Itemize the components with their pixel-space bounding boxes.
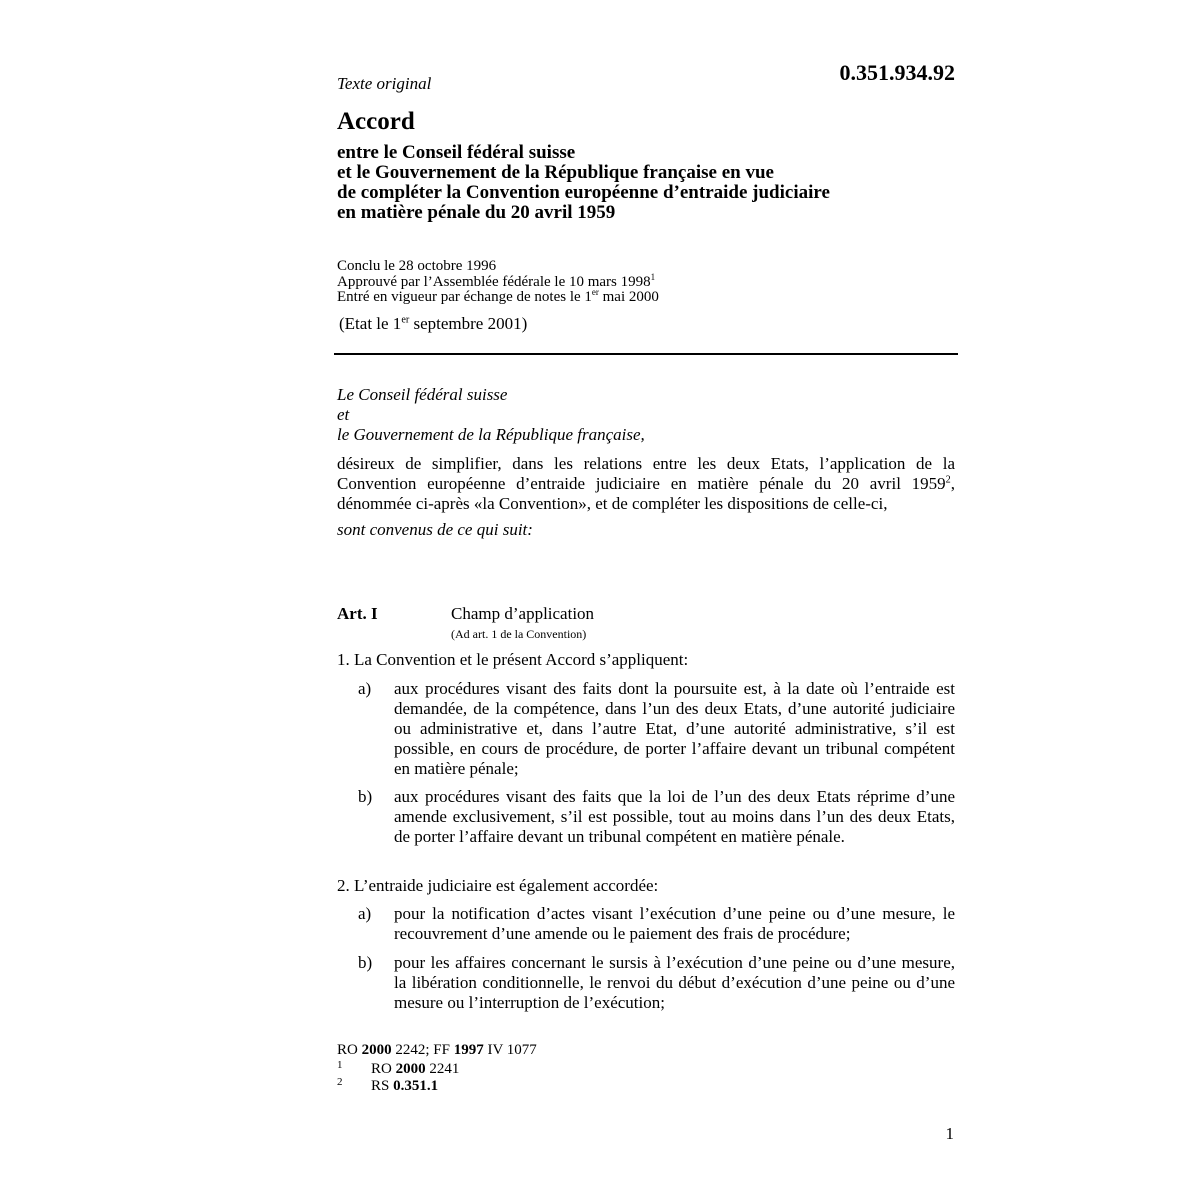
article-reference: (Ad art. 1 de la Convention) (451, 627, 587, 641)
etat-date: (Etat le 1er septembre 2001) (339, 314, 528, 333)
header-divider (334, 353, 958, 355)
agreed-clause: sont convenus de ce qui suit: (337, 520, 533, 539)
footnote-text: RO 2000 2241 (371, 1061, 460, 1077)
item-label: b) (358, 953, 373, 972)
item-text: pour la notification d’actes visant l’exécution d’une peine ou d’une mesure, le recouvrement d’une amende ou le paiement des frais de procédure; (394, 904, 955, 943)
approved-date: Approuvé par l’Assemblée fédérale le 10 mars 1998$^1$ (337, 271, 656, 290)
subtitle-line: entre le Conseil fédéral suisse (337, 142, 576, 163)
party-line: le Gouvernement de la République française, (337, 425, 645, 444)
item-text: pour les affaires concernant le sursis à l’exécution d’une peine ou d’une mesure, la libération conditionnelle, le renvoi du début d’exécution d’une peine ou d’une mesure ou l’interruption de l’exécution; (394, 953, 955, 1012)
parties-block (337, 385, 645, 445)
entry-into-force: Entré en vigueur par échange de notes le 1er mai 2000 (337, 287, 659, 305)
item-text: aux procédures visant des faits que la loi de l’un des deux Etats réprime d’une amende exclusivement, s’il est possible, tout au moins dans l’un des deux Etats, de porter l’affaire devant un tribunal compétent en matière pénale. (394, 787, 955, 846)
footnote-text: RS 0.351.1 (371, 1078, 439, 1094)
article-title: Champ d’application (451, 604, 595, 623)
subtitle-line: et le Gouvernement de la République française en vue (337, 162, 774, 183)
footnote-ref: 2 (945, 474, 951, 486)
footnote-ref: 1 (650, 271, 656, 282)
paragraph-1: 1. La Convention et le présent Accord s’appliquent: (337, 650, 689, 669)
page-number: 1 (945, 1124, 954, 1143)
document-title: Accord (337, 108, 415, 135)
item-label: a) (358, 679, 372, 698)
article-number: Art. I (337, 604, 378, 623)
preamble-text: désireux de simplifier, dans les relations entre les deux Etats, l’application de la Convention européenne d’entraide judiciaire en matière pénale du 20 avril 1959$^2$, dénommée ci-après «la Convention», et de compléter les dispositions de celle-ci, (337, 454, 955, 513)
party-line: Le Conseil fédéral suisse (337, 385, 508, 404)
footnote-number: 2 (337, 1076, 343, 1088)
item-text: aux procédures visant des faits dont la poursuite est, à la date où l’entraide est demandée, de la compétence, dans l’un des deux Etats, d’une autorité judiciaire ou administrative et, dans l’autre Etat, d’une autorité administrative, s’il est possible, en cours de procédure, de porter l’affaire devant un tribunal compétent en matière pénale; (394, 679, 955, 778)
subtitle-line: en matière pénale du 20 avril 1959 (337, 202, 616, 223)
item-label: a) (358, 904, 372, 923)
source-reference: RO 2000 2242; FF 1997 IV 1077 (337, 1042, 537, 1058)
subtitle-line: de compléter la Convention européenne d’entraide judiciaire (337, 182, 830, 203)
item-label: b) (358, 787, 373, 806)
text-original-label: Texte original (337, 74, 432, 93)
sr-number: 0.351.934.92 (839, 60, 955, 85)
footnote-number: 1 (337, 1059, 343, 1071)
paragraph-2: 2. L’entraide judiciaire est également accordée: (337, 876, 659, 895)
concluded-date: Conclu le 28 octobre 1996 (337, 258, 497, 274)
party-line: et (337, 405, 350, 424)
document-subtitle (337, 143, 957, 223)
dates-block (337, 259, 659, 306)
